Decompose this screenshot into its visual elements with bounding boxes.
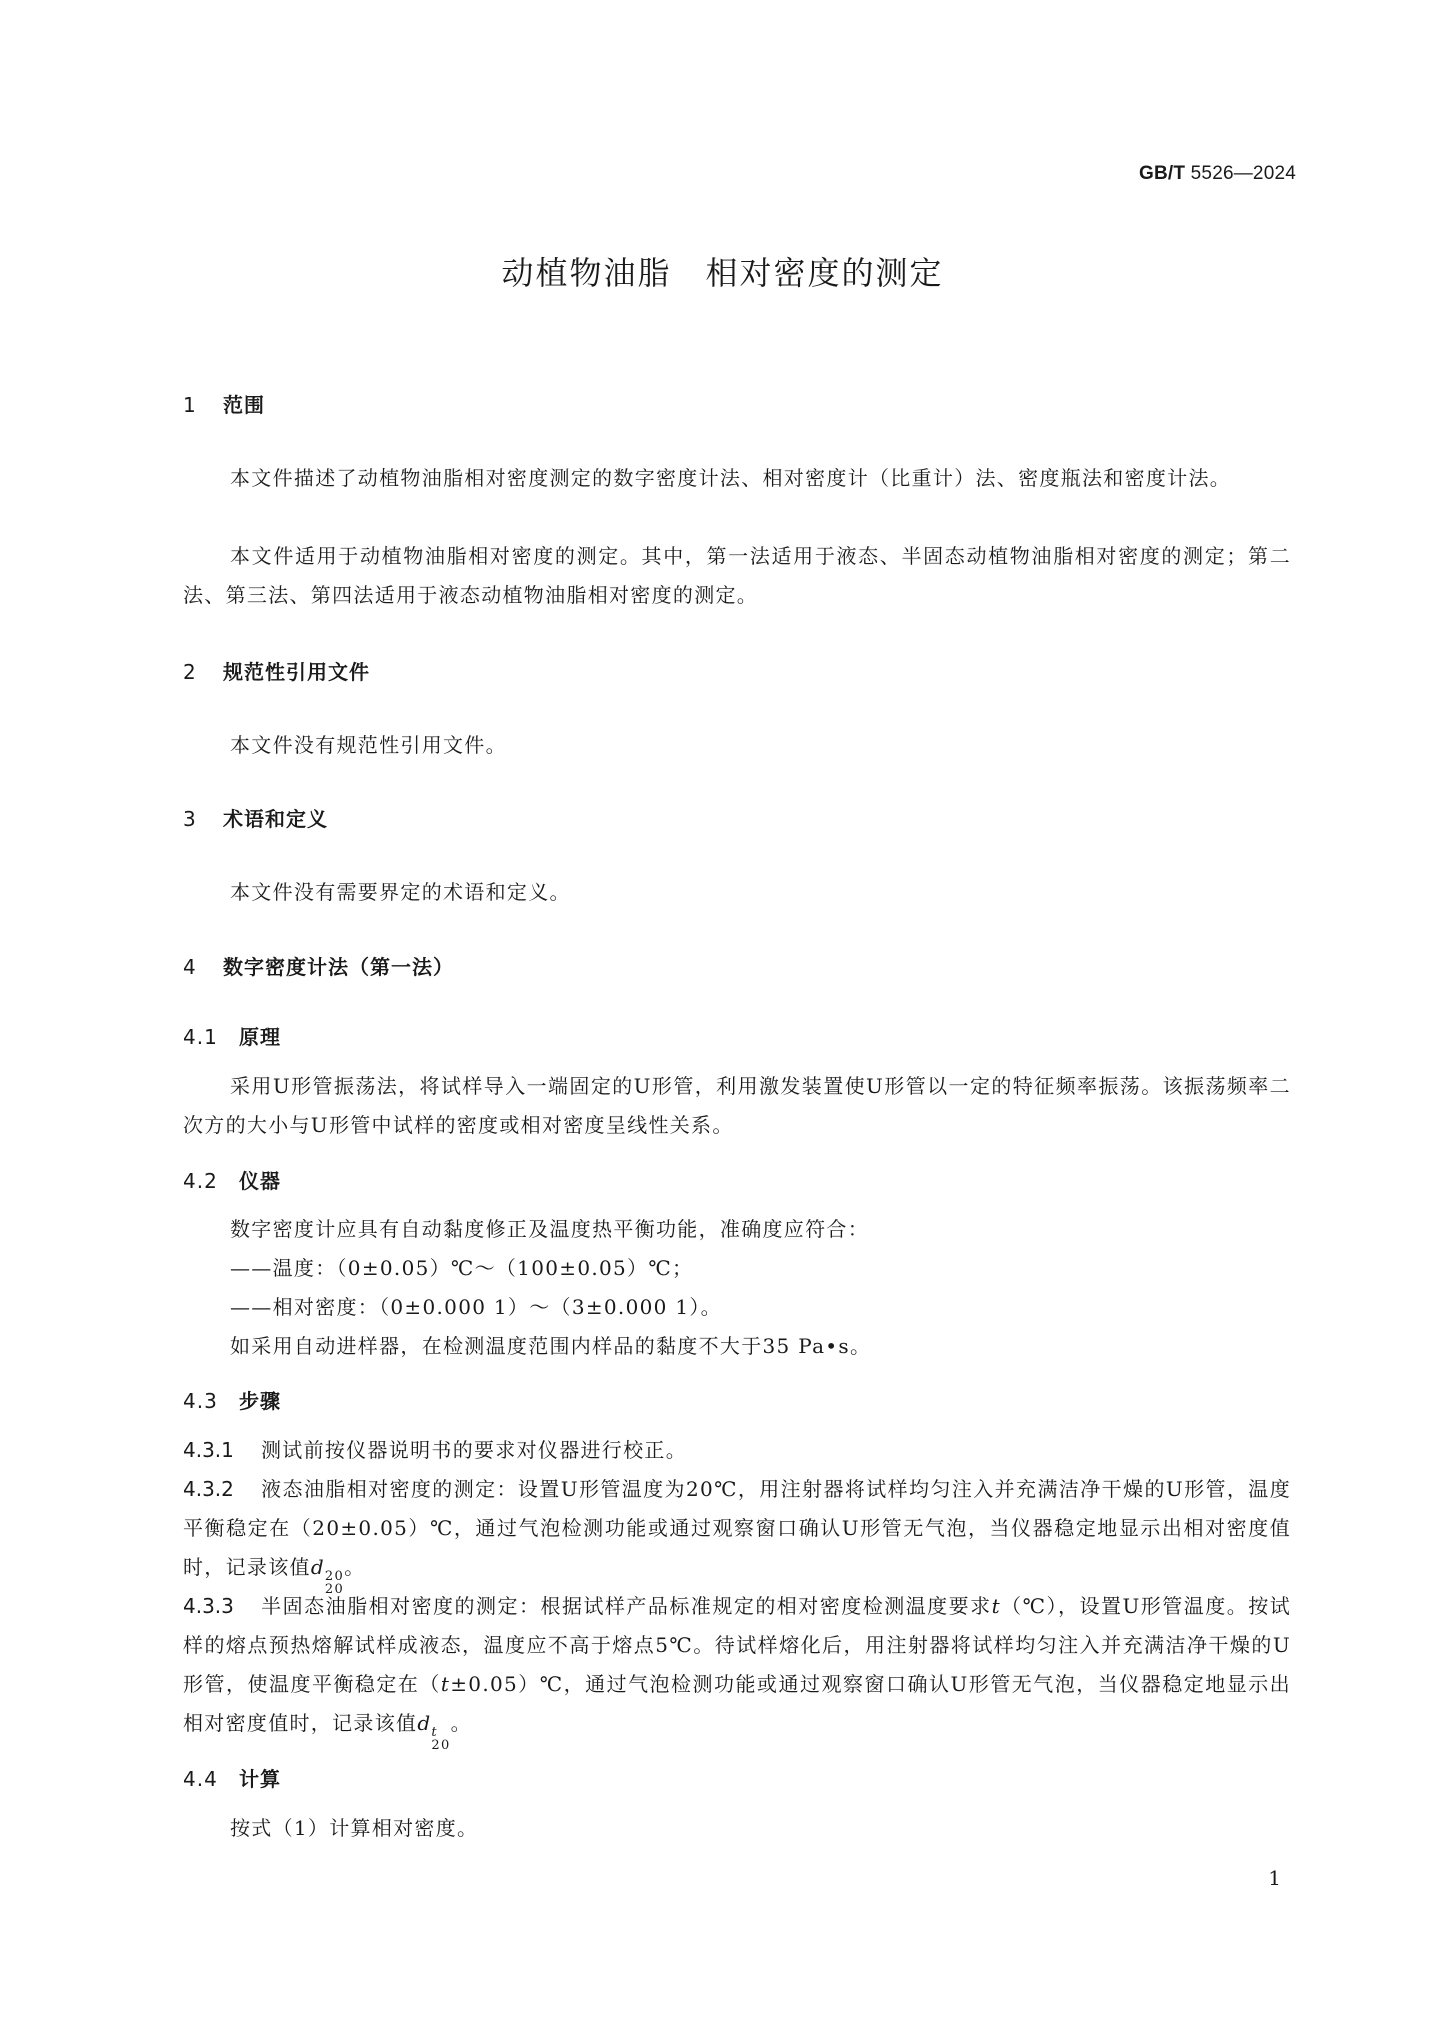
section-title: 计算 [239, 1767, 281, 1791]
density-subscript: 20 [324, 1582, 345, 1597]
clause-number: 4.3.1 [183, 1438, 234, 1462]
section-title: 范围 [223, 393, 265, 417]
section-4-2-heading [183, 1165, 281, 1194]
section-3-heading [183, 803, 328, 832]
scope-paragraph-2: 本文件适用于动植物油脂相对密度的测定。其中，第一法适用于液态、半固态动植物油脂相对密度的测定；第二法、第三法、第四法适用于液态动植物油脂相对密度的测定。 [183, 544, 1291, 607]
clause-4-3-3 [183, 1587, 1291, 1752]
scope-paragraph-1: 本文件描述了动植物油脂相对密度测定的数字密度计法、相对密度计（比重计）法、密度瓶法和密度计法。 [230, 466, 1232, 490]
density-subscript: 20 [431, 1738, 451, 1753]
standard-code [1139, 163, 1296, 185]
section-number: 4.3 [183, 1389, 218, 1413]
clause-text-b: （℃），设置U形管温度。按试样的熔点预热熔解试样成液态，温度应不高于熔点5℃。待试样熔化后，用注射器将试样均匀注入并充满洁净干燥的U形管，使温度平衡稳定在（ [183, 1594, 1291, 1696]
normative-references-paragraph: 本文件没有规范性引用文件。 [230, 733, 507, 757]
section-title: 数字密度计法（第一法） [223, 955, 454, 979]
clause-4-3-1 [183, 1431, 1291, 1470]
clause-text-a: 半固态油脂相对密度的测定：根据试样产品标准规定的相对密度检测温度要求 [261, 1594, 992, 1618]
calculation-paragraph: 按式（1）计算相对密度。 [230, 1816, 479, 1840]
clause-number: 4.3.2 [183, 1477, 234, 1501]
section-number: 4.1 [183, 1025, 218, 1049]
temperature-symbol: t [440, 1672, 451, 1696]
document-title: 动植物油脂 相对密度的测定 [501, 254, 944, 292]
clause-end: 。 [450, 1711, 472, 1735]
apparatus-paragraph-2: 如采用自动进样器，在检测温度范围内样品的黏度不大于35 Pa•s。 [230, 1334, 872, 1358]
apparatus-list-item-density: ——相对密度：（0±0.000 1）～（3±0.000 1）。 [230, 1295, 722, 1319]
density-symbol: d [310, 1555, 325, 1579]
section-number: 4.4 [183, 1767, 218, 1791]
section-2-heading [183, 656, 370, 685]
standard-prefix: GB/T [1138, 163, 1186, 184]
section-title: 术语和定义 [223, 807, 328, 831]
clause-end: 。 [344, 1555, 366, 1579]
section-4-4-heading [183, 1763, 281, 1792]
density-superscript: 20 [324, 1569, 345, 1584]
section-number: 4 [183, 955, 197, 979]
section-title: 仪器 [239, 1169, 281, 1193]
clause-4-3-2 [183, 1470, 1291, 1596]
clause-text-c: ±0.05）℃，通过气泡检测功能或通过观察窗口确认U形管无气泡，当仪器稳定地显示出相对密度值时，记录该值 [183, 1672, 1291, 1735]
terms-paragraph: 本文件没有需要界定的术语和定义。 [230, 880, 571, 904]
section-title: 原理 [239, 1025, 281, 1049]
section-4-3-heading [183, 1385, 281, 1414]
density-symbol: d [417, 1711, 432, 1735]
section-4-1-heading [183, 1021, 281, 1050]
section-number: 1 [183, 393, 197, 417]
section-4-heading [183, 951, 454, 980]
temperature-symbol: t [991, 1594, 1001, 1618]
page-number: 1 [1268, 1866, 1281, 1890]
principle-paragraph: 采用U形管振荡法，将试样导入一端固定的U形管，利用激发装置使U形管以一定的特征频率振荡。该振荡频率二次方的大小与U形管中试样的密度或相对密度呈线性关系。 [183, 1074, 1291, 1137]
section-title: 规范性引用文件 [223, 660, 370, 684]
section-title: 步骤 [239, 1389, 281, 1413]
section-number: 3 [183, 807, 197, 831]
standard-number: 5526—2024 [1190, 163, 1296, 184]
density-superscript: t [431, 1725, 438, 1740]
clause-text: 液态油脂相对密度的测定：设置U形管温度为20℃，用注射器将试样均匀注入并充满洁净干燥的U形管，温度平衡稳定在（20±0.05）℃，通过气泡检测功能或通过观察窗口确认U形管无气泡，当仪器稳定地显示出相对密度值时，记录该值 [183, 1477, 1291, 1579]
apparatus-list-item-temperature: ——温度：（0±0.05）℃～（100±0.05）℃； [230, 1256, 694, 1280]
clause-number: 4.3.3 [183, 1594, 234, 1618]
section-1-heading [183, 389, 265, 418]
clause-text: 测试前按仪器说明书的要求对仪器进行校正。 [261, 1438, 687, 1462]
apparatus-paragraph-1: 数字密度计应具有自动黏度修正及温度热平衡功能，准确度应符合： [230, 1217, 869, 1241]
section-number: 4.2 [183, 1169, 218, 1193]
section-number: 2 [183, 660, 197, 684]
